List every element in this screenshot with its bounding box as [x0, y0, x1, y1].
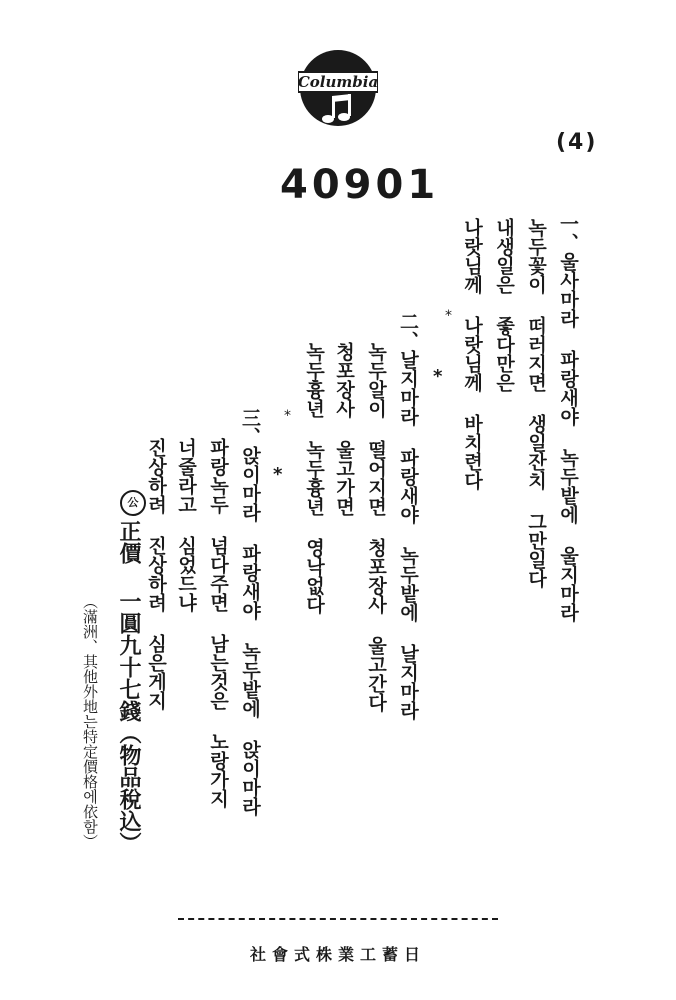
verse-3-line-2: 파랑녹두 넘다주면 남는것은 노랑가지 — [207, 438, 229, 808]
verse-2-line-2: 녹두알이 떨어지면 청포장사 울고간다 — [365, 342, 387, 712]
verse-number-1: 一、 — [557, 214, 579, 252]
verse-1-line-3: 내생일은 좋다만은 — [493, 218, 515, 392]
footer-divider — [178, 918, 498, 920]
separator-star: * — [433, 366, 443, 387]
verse-2-line-3: 청포장사 울고가면 — [333, 342, 355, 516]
verse-number-2: 二、 — [397, 312, 419, 350]
verse-2-line-4: 녹두흉년 녹두흉년 영낙없다 — [303, 342, 325, 614]
price-note: （滿洲、其他外地는特定價格에依함） — [81, 594, 99, 849]
verse-1-line-2: 녹두꽃이 떠러지면 생일잔치 그만일다 — [525, 218, 547, 588]
price-stamp: 公 — [120, 490, 146, 516]
svg-text:Columbia: Columbia — [298, 73, 378, 91]
verse-3-line-1: 앉이마라 파랑새야 녹두밭에 앉이마라 — [239, 446, 261, 816]
separator-star: * — [284, 408, 291, 424]
page-number: (4) — [556, 130, 598, 155]
separator-star: * — [445, 308, 452, 324]
verse-1-line-1: 울사마라 파랑새야 녹두밭에 울지마라 — [557, 252, 579, 622]
publisher-name: 社會式株業工蓄日 — [250, 945, 427, 964]
verse-3-line-3: 너줄라고 심었드냐 — [175, 438, 197, 612]
separator-star: * — [273, 464, 283, 485]
verse-3-line-4: 진상하려 진상하려 심은게지 — [145, 438, 167, 710]
price-label: 正價 一圓九十七錢（物品稅込） — [116, 520, 142, 854]
verse-1-line-4: 나랏님께 나랏님께 바치련다 — [461, 218, 483, 490]
verse-number-3: 三、 — [239, 408, 261, 446]
record-number: 40901 — [280, 162, 440, 208]
verse-2-line-1: 날지마라 파랑새야 녹두밭에 날지마라 — [397, 350, 419, 720]
columbia-logo — [298, 38, 378, 138]
